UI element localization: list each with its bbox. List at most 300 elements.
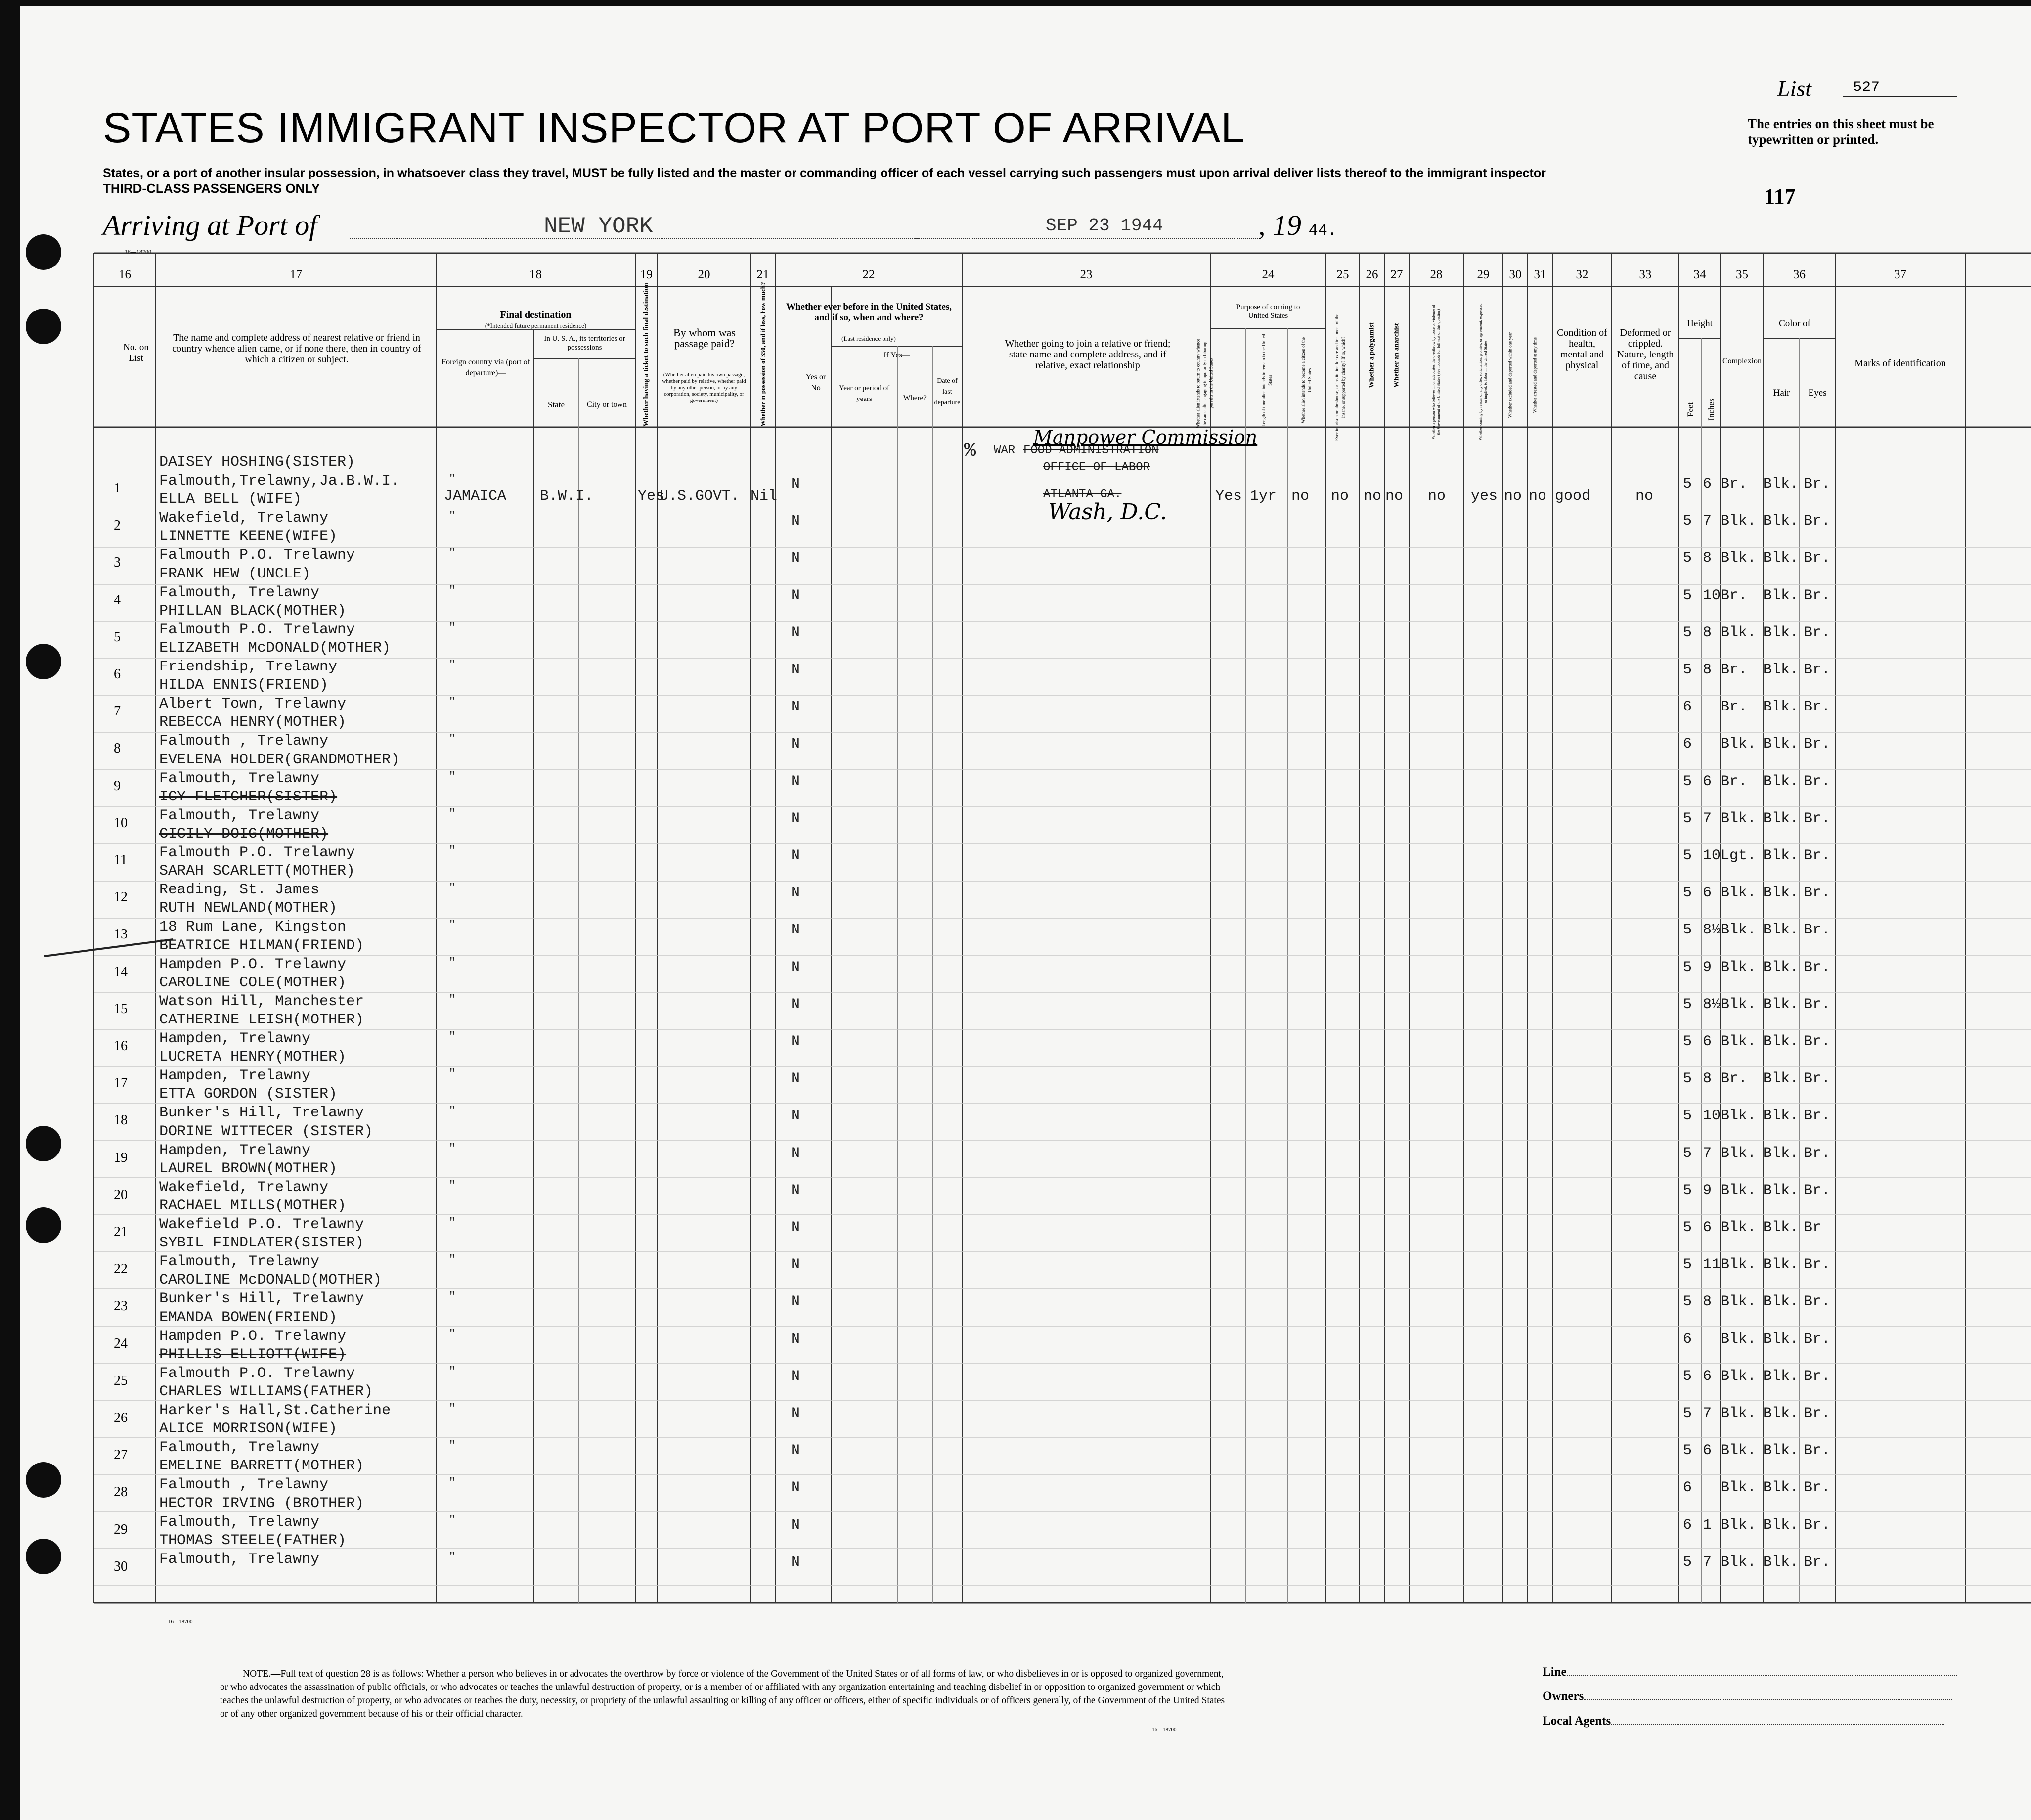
row1-col27: no xyxy=(1385,488,1404,505)
ever-before-yes-no: N xyxy=(791,662,800,678)
relative-address: Reading, St. James xyxy=(159,882,320,899)
ever-before-yes-no: N xyxy=(791,550,800,567)
eye-color-value: Br. xyxy=(1804,662,1831,678)
header-last-residence: (Last residence only) xyxy=(841,335,896,342)
row-number: 6 xyxy=(114,666,121,682)
header-24c: Whether alien intends to become a citizen of the United States xyxy=(1301,337,1312,423)
height-feet: 5 xyxy=(1683,810,1692,827)
relative-address: Falmouth P.O. Trelawny xyxy=(159,1365,355,1382)
ever-before-yes-no: N xyxy=(791,1033,800,1050)
ditto-mark: " xyxy=(449,844,456,857)
typewritten-note: The entries on this sheet must be typewritten or printed. xyxy=(1748,116,1934,147)
height-inches: 6 xyxy=(1703,1033,1712,1050)
header-27: Whether an anarchist xyxy=(1393,323,1401,388)
height-feet: 6 xyxy=(1683,699,1692,716)
height-feet: 6 xyxy=(1683,736,1692,753)
row-number: 30 xyxy=(114,1558,128,1574)
year-suffix: 44. xyxy=(1308,222,1337,240)
ditto-mark: " xyxy=(449,1476,456,1489)
relative-name: ALICE MORRISON(WIFE) xyxy=(159,1420,338,1438)
col-27-number: 27 xyxy=(1390,268,1403,281)
height-inches: 6 xyxy=(1703,1442,1712,1460)
header-feet: Feet xyxy=(1685,402,1695,417)
height-feet: 5 xyxy=(1683,1145,1692,1162)
relative-address: Falmouth, Trelawny xyxy=(159,770,320,787)
col-36-number: 36 xyxy=(1793,268,1806,281)
row1-join-struck-2: OFFICE OF LABOR xyxy=(1043,461,1150,474)
row-number: 18 xyxy=(114,1112,128,1128)
relative-address: Falmouth,Trelawny,Ja.B.W.I. xyxy=(159,473,400,489)
complexion-value: Blk. xyxy=(1721,624,1757,641)
header-complexion: Complexion xyxy=(1722,357,1762,365)
ditto-mark: " xyxy=(449,1551,456,1563)
ever-before-yes-no: N xyxy=(791,1368,800,1385)
row1-foreign-country: JAMAICA xyxy=(444,488,507,505)
row1-health: good xyxy=(1555,488,1591,505)
height-feet: 5 xyxy=(1683,587,1692,604)
ditto-mark: " xyxy=(449,1402,456,1415)
relative-address: Falmouth P.O. Trelawny xyxy=(159,844,355,861)
header-where: Where? xyxy=(903,394,927,402)
hair-color-value: Blk. xyxy=(1763,847,1799,864)
ditto-mark: " xyxy=(449,621,456,634)
relative-address: Friendship, Trelawny xyxy=(159,659,338,675)
eye-color-value: Br. xyxy=(1804,1145,1831,1162)
col-24-number: 24 xyxy=(1262,268,1275,281)
hair-color-value: Blk. xyxy=(1763,1256,1799,1274)
hair-color-value: Blk. xyxy=(1763,1331,1799,1348)
ever-before-yes-no: N xyxy=(791,476,800,492)
eye-color-value: Br. xyxy=(1804,922,1831,939)
hair-color-value: Blk. xyxy=(1763,1293,1799,1311)
height-inches: 11 xyxy=(1703,1256,1721,1274)
complexion-value: Blk. xyxy=(1721,1219,1757,1236)
header-by-whom-note: (Whether alien paid his own passage, whether paid by relative, whether paid by any other person, or by any corporation, society, municipality, or government) xyxy=(662,372,746,403)
hair-color-value: Blk. xyxy=(1763,773,1799,790)
header-25: Ever in prison or almshouse, or institution for care and treatment of the insane, or supported by charity? If so, which? xyxy=(1334,313,1346,441)
relative-address: Wakefield, Trelawny xyxy=(159,1179,329,1196)
header-30: Whether excluded and deported within one year xyxy=(1507,332,1513,418)
height-inches: 8 xyxy=(1703,1070,1712,1088)
eye-color-value: Br. xyxy=(1804,810,1831,827)
row1-by-whom: U.S.GOVT. xyxy=(660,488,740,505)
eye-color-value: Br. xyxy=(1804,476,1831,492)
height-inches: 9 xyxy=(1703,1182,1712,1199)
col-25-number: 25 xyxy=(1336,268,1349,281)
height-inches: 7 xyxy=(1703,513,1712,530)
row-number: 4 xyxy=(114,592,121,608)
relative-address: Hampden, Trelawny xyxy=(159,1030,311,1047)
complexion-value: Blk. xyxy=(1721,885,1757,902)
row1-join-handwritten-2: Wash, D.C. xyxy=(1048,499,1167,525)
relative-name: LAUREL BROWN(MOTHER) xyxy=(159,1160,338,1177)
complexion-value: Blk. xyxy=(1721,736,1757,753)
row-number: 25 xyxy=(114,1373,128,1388)
height-inches: 9 xyxy=(1703,959,1712,976)
height-feet: 6 xyxy=(1683,1331,1692,1348)
height-inches: 6 xyxy=(1703,476,1712,492)
relative-address: Wakefield, Trelawny xyxy=(159,510,329,527)
header-state: State xyxy=(548,400,565,409)
hair-color-value: Blk. xyxy=(1763,1182,1799,1199)
height-feet: 5 xyxy=(1683,1554,1692,1571)
row1-col25: no xyxy=(1331,488,1349,505)
header-marks: Marks of identification xyxy=(1854,358,1946,369)
instruction-text: States, or a port of another insular possession, in whatsoever class they travel, MUST be fully listed and the master or commanding officer of each vessel carrying such passengers must upon arrival deliver lists thereof to the immigrant inspector xyxy=(103,166,1546,180)
complexion-value: Blk. xyxy=(1721,922,1757,939)
height-feet: 5 xyxy=(1683,1405,1692,1422)
eye-color-value: Br. xyxy=(1804,1108,1831,1125)
relative-address: Falmouth P.O. Trelawny xyxy=(159,547,355,564)
relative-address: Bunker's Hill, Trelawny xyxy=(159,1105,364,1122)
hair-color-value: Blk. xyxy=(1763,624,1799,641)
relative-name: SYBIL FINDLATER(SISTER) xyxy=(159,1235,364,1252)
relative-address: Watson Hill, Manchester xyxy=(159,993,364,1010)
ever-before-yes-no: N xyxy=(791,996,800,1013)
ditto-mark: " xyxy=(449,807,456,820)
height-feet: 5 xyxy=(1683,662,1692,678)
col-18-number: 18 xyxy=(530,268,542,281)
footer-local-agents-label: Local Agents xyxy=(1543,1714,1611,1728)
footer-local-agents xyxy=(1543,1714,1944,1728)
complexion-value: Blk. xyxy=(1721,1554,1757,1571)
height-inches: 8 xyxy=(1703,550,1712,567)
complexion-value: Br. xyxy=(1721,773,1748,790)
ditto-mark: " xyxy=(449,659,456,671)
row-number: 10 xyxy=(114,815,128,831)
relative-address: Falmouth, Trelawny xyxy=(159,1439,320,1457)
header-yes-no: Yes or No xyxy=(805,373,826,392)
eye-color-value: Br. xyxy=(1804,1554,1831,1571)
hair-color-value: Blk. xyxy=(1763,885,1799,902)
ditto-mark: " xyxy=(449,882,456,894)
complexion-value: Blk. xyxy=(1721,1442,1757,1460)
eye-color-value: Br. xyxy=(1804,1293,1831,1311)
arrival-date-stamp: SEP 23 1944 xyxy=(1046,216,1163,236)
height-feet: 5 xyxy=(1683,773,1692,790)
ditto-mark: " xyxy=(449,1439,456,1452)
header-join-relative: Whether going to join a relative or friend; state name and complete address, and if relative, exact relationship xyxy=(1005,338,1171,371)
header-city: City or town xyxy=(587,400,627,409)
complexion-value: Blk. xyxy=(1721,1033,1757,1050)
height-inches: 6 xyxy=(1703,885,1712,902)
row-number: 27 xyxy=(114,1447,128,1463)
footnote: NOTE.—Full text of question 28 is as follows: Whether a person who believes in or advocates the overthrow by force or violence of the Government of the United States or of all forms of law, or who disbelieves in or is opposed to organized government, or who advocates the assassination of public officials, or who advocates or teaches the unlawful destruction of property, or is a member of or affiliated with any organization entertaining and teaching disbelief in or opposition to organized government or which teaches the unlawful destruction of property, or who advocates or teaches the duty, necessity, or propriety of the unlawful assaulting or killing of any officer or officers, either of specific individuals or of officers generally, of the Government of the United States or of any other organized government because of his or their official character. xyxy=(220,1669,1225,1719)
ditto-mark: " xyxy=(449,1105,456,1117)
relative-address: Bunker's Hill, Trelawny xyxy=(159,1290,364,1308)
complexion-value: Blk. xyxy=(1721,996,1757,1013)
eye-color-value: Br. xyxy=(1804,1033,1831,1050)
eye-color-value: Br. xyxy=(1804,1516,1831,1534)
row-number: 20 xyxy=(114,1187,128,1202)
height-inches: 8 xyxy=(1703,662,1712,678)
hair-color-value: Blk. xyxy=(1763,1368,1799,1385)
complexion-value: Br. xyxy=(1721,476,1748,492)
class-label: THIRD-CLASS PASSENGERS ONLY xyxy=(103,181,320,196)
header-in-usa: In U. S. A., its territories or possessions xyxy=(544,335,625,352)
height-inches: 7 xyxy=(1703,810,1712,827)
row-number: 2 xyxy=(114,518,121,533)
height-inches: 8 xyxy=(1703,1293,1712,1311)
row-number: 12 xyxy=(114,889,128,905)
complexion-value: Br. xyxy=(1721,699,1748,716)
header-year-period: Year or period of years xyxy=(839,384,890,403)
relative-name: DAISEY HOSHING(SISTER) xyxy=(159,454,355,471)
complexion-value: Blk. xyxy=(1721,1331,1757,1348)
complexion-value: Blk. xyxy=(1721,1108,1757,1125)
row1-join-handwritten: Manpower Commission xyxy=(1033,426,1258,448)
relative-address: Harker's Hall,St.Catherine xyxy=(159,1402,391,1419)
row-number: 1 xyxy=(114,481,121,496)
header-purpose: Purpose of coming to United States xyxy=(1236,303,1300,320)
header-33: Deformed or crippled. Nature, length of time, and cause xyxy=(1617,327,1674,382)
height-feet: 5 xyxy=(1683,1033,1692,1050)
ditto-mark: " xyxy=(449,473,456,485)
complexion-value: Blk. xyxy=(1721,1145,1757,1162)
eye-color-value: Br. xyxy=(1804,587,1831,604)
ever-before-yes-no: N xyxy=(791,1108,800,1125)
header-by-whom: By whom was passage paid? xyxy=(673,326,736,350)
ever-before-yes-no: N xyxy=(791,847,800,864)
complexion-value: Lgt. xyxy=(1721,847,1757,864)
ditto-mark: " xyxy=(449,547,456,560)
complexion-value: Br. xyxy=(1721,662,1748,678)
relative-address: Falmouth , Trelawny xyxy=(159,1476,329,1494)
relative-name: LINNETTE KEENE(WIFE) xyxy=(159,528,338,545)
eye-color-value: Br. xyxy=(1804,847,1831,864)
relative-address: Hampden, Trelawny xyxy=(159,1142,311,1159)
hair-color-value: Blk. xyxy=(1763,699,1799,716)
height-feet: 5 xyxy=(1683,1368,1692,1385)
row-number: 3 xyxy=(114,555,121,571)
row-number: 8 xyxy=(114,741,121,756)
ditto-mark: " xyxy=(449,770,456,783)
ever-before-yes-no: N xyxy=(791,1293,800,1311)
footer-owners-label: Owners xyxy=(1543,1689,1584,1703)
relative-name: CAROLINE COLE(MOTHER) xyxy=(159,974,347,991)
row-number: 29 xyxy=(114,1521,128,1537)
header-28: Whether a person who believes in or advocates the overthrow by force or violence of the Government of the United States (See footnote for full text of this question) xyxy=(1431,304,1441,440)
ever-before-yes-no: N xyxy=(791,624,800,641)
ditto-mark: " xyxy=(449,1142,456,1154)
ever-before-yes-no: N xyxy=(791,959,800,976)
eye-color-value: Br xyxy=(1804,1219,1822,1236)
height-inches: 7 xyxy=(1703,1554,1712,1571)
ever-before-yes-no: N xyxy=(791,1182,800,1199)
header-inches: Inches xyxy=(1706,399,1716,421)
header-eyes: Eyes xyxy=(1808,388,1827,398)
row1-possession: Nil xyxy=(751,488,778,505)
relative-address: Hampden P.O. Trelawny xyxy=(159,956,347,973)
ever-before-yes-no: N xyxy=(791,1516,800,1534)
manifest-sheet xyxy=(20,6,2031,1820)
height-feet: 5 xyxy=(1683,959,1692,976)
ditto-mark: " xyxy=(449,1253,456,1266)
row-number: 16 xyxy=(114,1038,128,1054)
row-number: 22 xyxy=(114,1261,128,1277)
header-31: Whether arrested and deported at any time xyxy=(1532,337,1538,413)
relative-name: EVELENA HOLDER(GRANDMOTHER) xyxy=(159,751,400,768)
relative-name: BEATRICE HILMAN(FRIEND) xyxy=(159,937,364,954)
eye-color-value: Br. xyxy=(1804,513,1831,530)
height-feet: 5 xyxy=(1683,885,1692,902)
relative-name: CICILY DOIG(MOTHER) xyxy=(159,826,329,843)
col-26-number: 26 xyxy=(1366,268,1378,281)
height-feet: 5 xyxy=(1683,1219,1692,1236)
col-16-number: 16 xyxy=(119,268,131,281)
relative-name: CATHERINE LEISH(MOTHER) xyxy=(159,1012,364,1028)
relative-name: SARAH SCARLETT(MOTHER) xyxy=(159,863,355,880)
footnote-form-code: 16—18700 xyxy=(168,1619,193,1625)
header-foreign-country: Foreign country via (port of departure)— xyxy=(442,358,530,377)
height-feet: 5 xyxy=(1683,550,1692,567)
footer-line-label: Line xyxy=(1543,1665,1567,1679)
eye-color-value: Br. xyxy=(1804,959,1831,976)
header-ticket: Whether having a ticket to such final destination xyxy=(642,283,650,427)
col-20-number: 20 xyxy=(698,268,710,281)
hair-color-value: Blk. xyxy=(1763,996,1799,1013)
complexion-value: Blk. xyxy=(1721,1516,1757,1534)
ditto-mark: " xyxy=(449,584,456,597)
relative-name: FRANK HEW (UNCLE) xyxy=(159,565,311,582)
eye-color-value: Br. xyxy=(1804,885,1831,902)
hair-color-value: Blk. xyxy=(1763,736,1799,753)
hair-color-value: Blk. xyxy=(1763,513,1799,530)
header-if-yes: If Yes— xyxy=(883,351,910,359)
height-inches: 1 xyxy=(1703,1516,1712,1534)
height-feet: 5 xyxy=(1683,996,1692,1013)
height-inches: 10 xyxy=(1703,1108,1721,1125)
height-feet: 5 xyxy=(1683,1070,1692,1088)
height-inches: 6 xyxy=(1703,1368,1712,1385)
hair-color-value: Blk. xyxy=(1763,550,1799,567)
ever-before-yes-no: N xyxy=(791,699,800,716)
eye-color-value: Br. xyxy=(1804,996,1831,1013)
height-feet: 6 xyxy=(1683,1516,1692,1534)
ditto-mark: " xyxy=(449,919,456,932)
complexion-value: Br. xyxy=(1721,587,1748,604)
col-23-number: 23 xyxy=(1080,268,1093,281)
row-number: 19 xyxy=(114,1150,128,1165)
row-number: 24 xyxy=(114,1335,128,1351)
height-feet: 5 xyxy=(1683,1108,1692,1125)
row-number: 7 xyxy=(114,704,121,719)
relative-name: HECTOR IRVING (BROTHER) xyxy=(159,1495,364,1512)
relative-address: Hampden P.O. Trelawny xyxy=(159,1328,347,1345)
row1-col28: no xyxy=(1428,488,1446,505)
eye-color-value: Br. xyxy=(1804,1182,1831,1199)
relative-name: ETTA GORDON (SISTER) xyxy=(159,1086,338,1103)
port-name: NEW YORK xyxy=(544,214,653,239)
height-inches: 7 xyxy=(1703,1145,1712,1162)
row-number: 13 xyxy=(114,927,128,942)
header-date-departure: Date of last departure xyxy=(934,377,961,406)
relative-name: REBECCA HENRY(MOTHER) xyxy=(159,714,347,731)
relative-address: Falmouth, Trelawny xyxy=(159,584,320,601)
hair-color-value: Blk. xyxy=(1763,1108,1799,1125)
hair-color-value: Blk. xyxy=(1763,810,1799,827)
header-color-of: Color of— xyxy=(1779,318,1820,329)
eye-color-value: Br. xyxy=(1804,1479,1831,1497)
row-number: 5 xyxy=(114,629,121,645)
ditto-mark: " xyxy=(449,696,456,709)
hair-color-value: Blk. xyxy=(1763,1070,1799,1088)
col-22-number: 22 xyxy=(862,268,875,281)
height-inches: 10 xyxy=(1703,587,1721,604)
height-inches: 8½ xyxy=(1703,922,1721,939)
ditto-mark: " xyxy=(449,733,456,746)
hair-color-value: Blk. xyxy=(1763,476,1799,492)
row-number: 28 xyxy=(114,1484,128,1500)
sheet-number: 117 xyxy=(1764,184,1796,209)
hair-color-value: Blk. xyxy=(1763,1405,1799,1422)
ditto-mark: " xyxy=(449,1328,456,1340)
relative-name: ELLA BELL (WIFE) xyxy=(159,491,302,508)
height-feet: 5 xyxy=(1683,624,1692,641)
relative-name: THOMAS STEELE(FATHER) xyxy=(159,1532,347,1549)
height-feet: 6 xyxy=(1683,1479,1692,1497)
relative-address: Albert Town, Trelawny xyxy=(159,696,347,713)
header-height: Height xyxy=(1687,318,1713,329)
hair-color-value: Blk. xyxy=(1763,1554,1799,1571)
hair-color-value: Blk. xyxy=(1763,1033,1799,1050)
ditto-mark: " xyxy=(449,1067,456,1080)
height-feet: 5 xyxy=(1683,922,1692,939)
ever-before-yes-no: N xyxy=(791,885,800,902)
col-17-number: 17 xyxy=(290,268,302,281)
relative-name: ICY FLETCHER(SISTER) xyxy=(159,788,338,805)
hair-color-value: Blk. xyxy=(1763,1516,1799,1534)
relative-name: PHILLIS ELLIOTT(WIFE) xyxy=(159,1346,347,1363)
year-prefix: , 19 xyxy=(1258,209,1301,241)
row1-join-typed: WAR xyxy=(994,444,1016,457)
footer-line xyxy=(1543,1665,1957,1679)
row-number: 23 xyxy=(114,1298,128,1314)
relative-name: DORINE WITTECER (SISTER) xyxy=(159,1123,373,1140)
hair-color-value: Blk. xyxy=(1763,1219,1799,1236)
hair-color-value: Blk. xyxy=(1763,1442,1799,1460)
row-number: 17 xyxy=(114,1075,128,1091)
relative-address: Falmouth, Trelawny xyxy=(159,1253,320,1271)
hair-color-value: Blk. xyxy=(1763,959,1799,976)
page-title: STATES IMMIGRANT INSPECTOR AT PORT OF ARRIVAL xyxy=(103,104,1245,152)
relative-name: EMELINE BARRETT(MOTHER) xyxy=(159,1458,364,1475)
ditto-mark: " xyxy=(449,956,456,969)
relative-address: Falmouth, Trelawny xyxy=(159,1513,320,1531)
height-inches: 7 xyxy=(1703,1405,1712,1422)
hair-color-value: Blk. xyxy=(1763,662,1799,678)
row-number: 26 xyxy=(114,1410,128,1425)
height-inches: 6 xyxy=(1703,1219,1712,1236)
height-feet: 5 xyxy=(1683,847,1692,864)
ditto-mark: " xyxy=(449,1216,456,1229)
eye-color-value: Br. xyxy=(1804,773,1831,790)
ever-before-yes-no: N xyxy=(791,810,800,827)
relative-address: Falmouth , Trelawny xyxy=(159,733,329,750)
row1-purpose: Yes xyxy=(1215,488,1242,505)
eye-color-value: Br. xyxy=(1804,1368,1831,1385)
height-feet: 5 xyxy=(1683,476,1692,492)
relative-name: RUTH NEWLAND(MOTHER) xyxy=(159,900,338,917)
relative-name: PHILLAN BLACK(MOTHER) xyxy=(159,602,347,620)
header-ever-before: Whether ever before in the United States, and if so, when and where? xyxy=(786,302,952,323)
form-code: 16—18700 xyxy=(125,248,151,255)
eye-color-value: Br. xyxy=(1804,1405,1831,1422)
relative-address: Falmouth, Trelawny xyxy=(159,807,320,824)
complexion-value: Br. xyxy=(1721,1070,1748,1088)
ever-before-yes-no: N xyxy=(791,922,800,939)
list-number: 527 xyxy=(1843,79,1957,97)
